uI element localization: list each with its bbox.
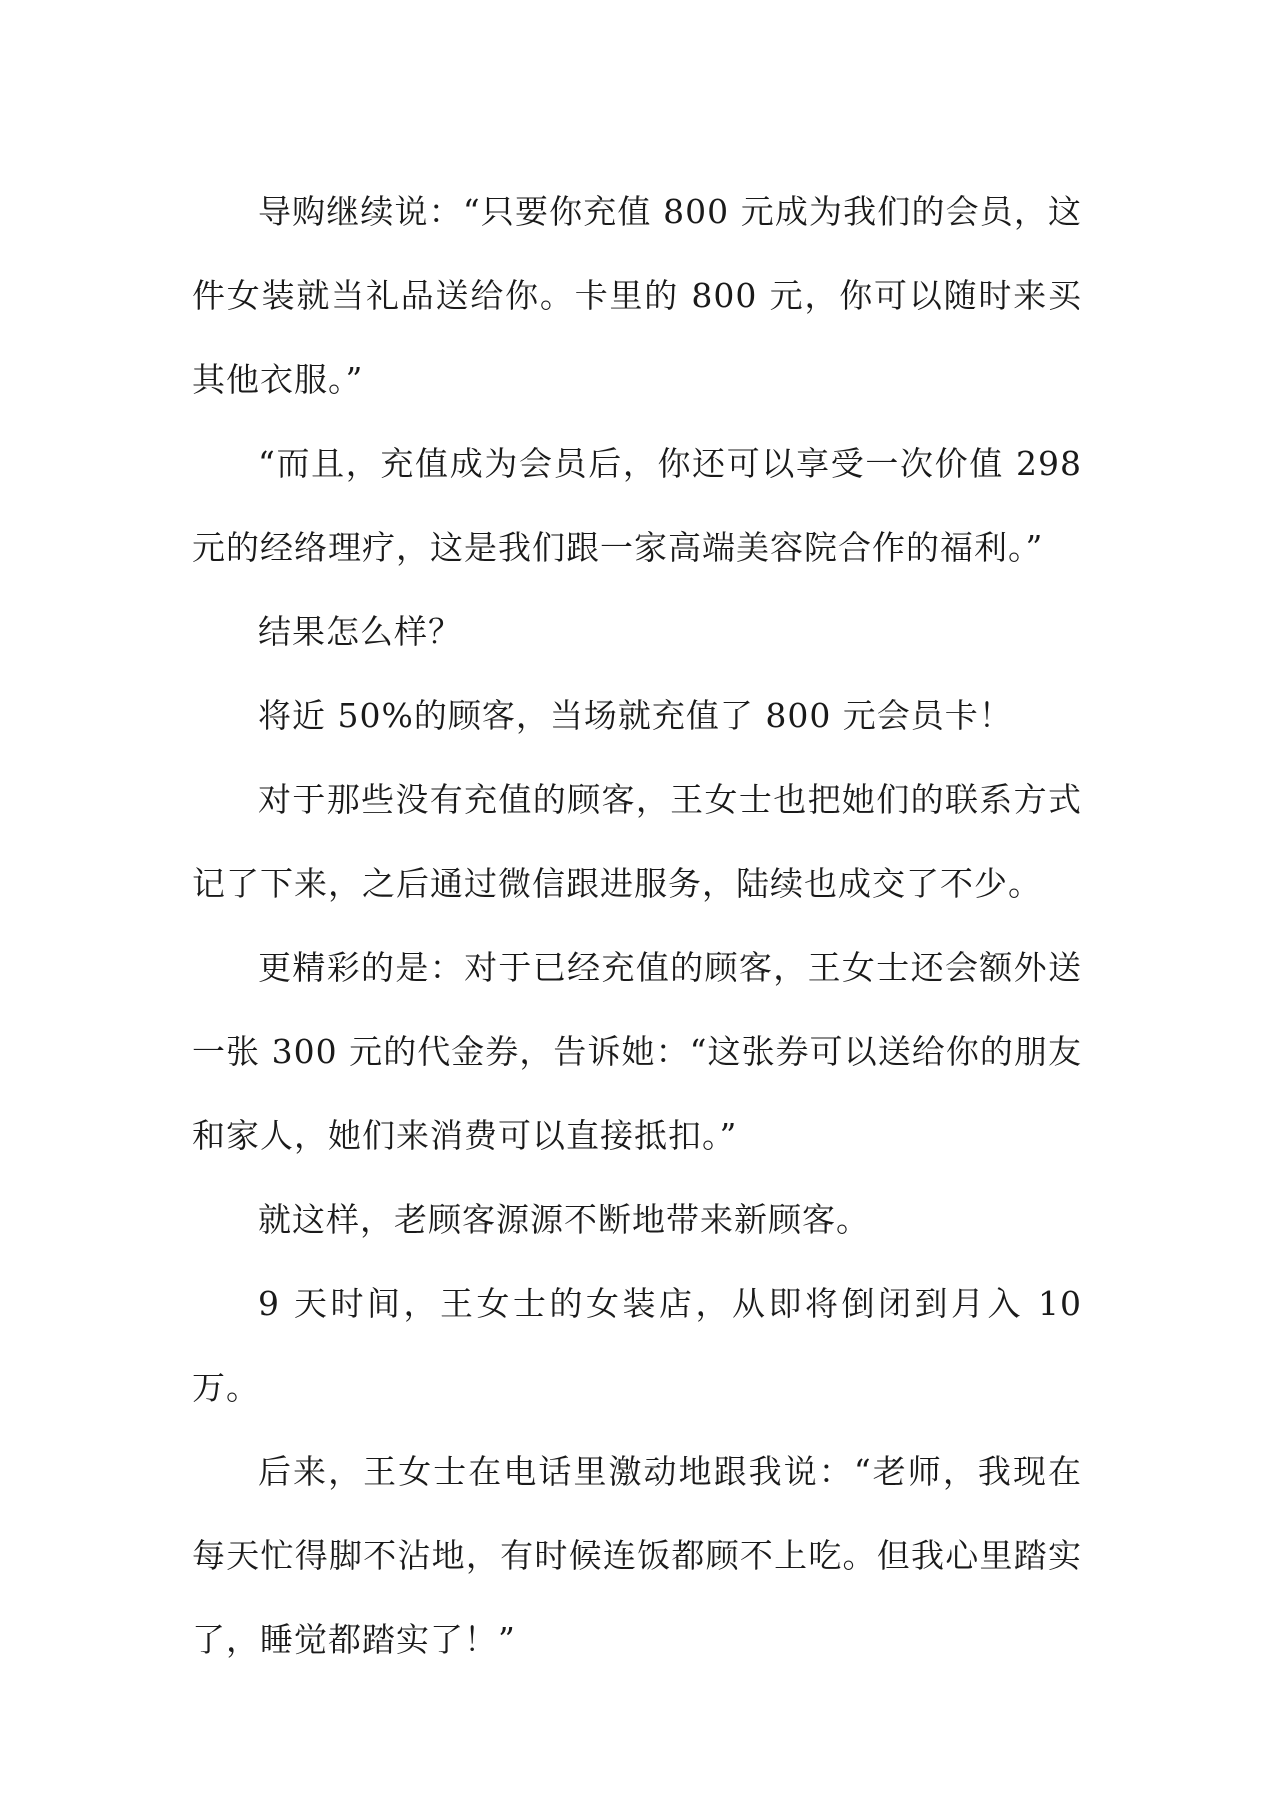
document-body — [192, 170, 1082, 1682]
paragraph: 结果怎么样？ — [258, 612, 462, 651]
paragraph: 将近 50%的顾客，当场就充值了 800 元会员卡！ — [258, 696, 1013, 735]
paragraph: “而且，充值成为会员后，你还可以享受一次价值 298 元的经络理疗，这是我们跟一家高端美容院合作的福利。” — [192, 444, 1082, 567]
paragraph: 导购继续说：“只要你充值 800 元成为我们的会员，这件女装就当礼品送给你。卡里的 800 元，你可以随时来买其他衣服。” — [192, 192, 1082, 399]
paragraph: 更精彩的是：对于已经充值的顾客，王女士还会额外送一张 300 元的代金券，告诉她：“这张券可以送给你的朋友和家人，她们来消费可以直接抵扣。” — [192, 948, 1082, 1155]
paragraph: 对于那些没有充值的顾客，王女士也把她们的联系方式记了下来，之后通过微信跟进服务，陆续也成交了不少。 — [192, 780, 1082, 903]
paragraph: 9 天时间，王女士的女装店，从即将倒闭到月入 10 万。 — [192, 1284, 1082, 1407]
paragraph: 就这样，老顾客源源不断地带来新顾客。 — [258, 1200, 870, 1239]
paragraph: 后来，王女士在电话里激动地跟我说：“老师，我现在每天忙得脚不沾地，有时候连饭都顾不上吃。但我心里踏实了，睡觉都踏实了！” — [192, 1452, 1082, 1659]
